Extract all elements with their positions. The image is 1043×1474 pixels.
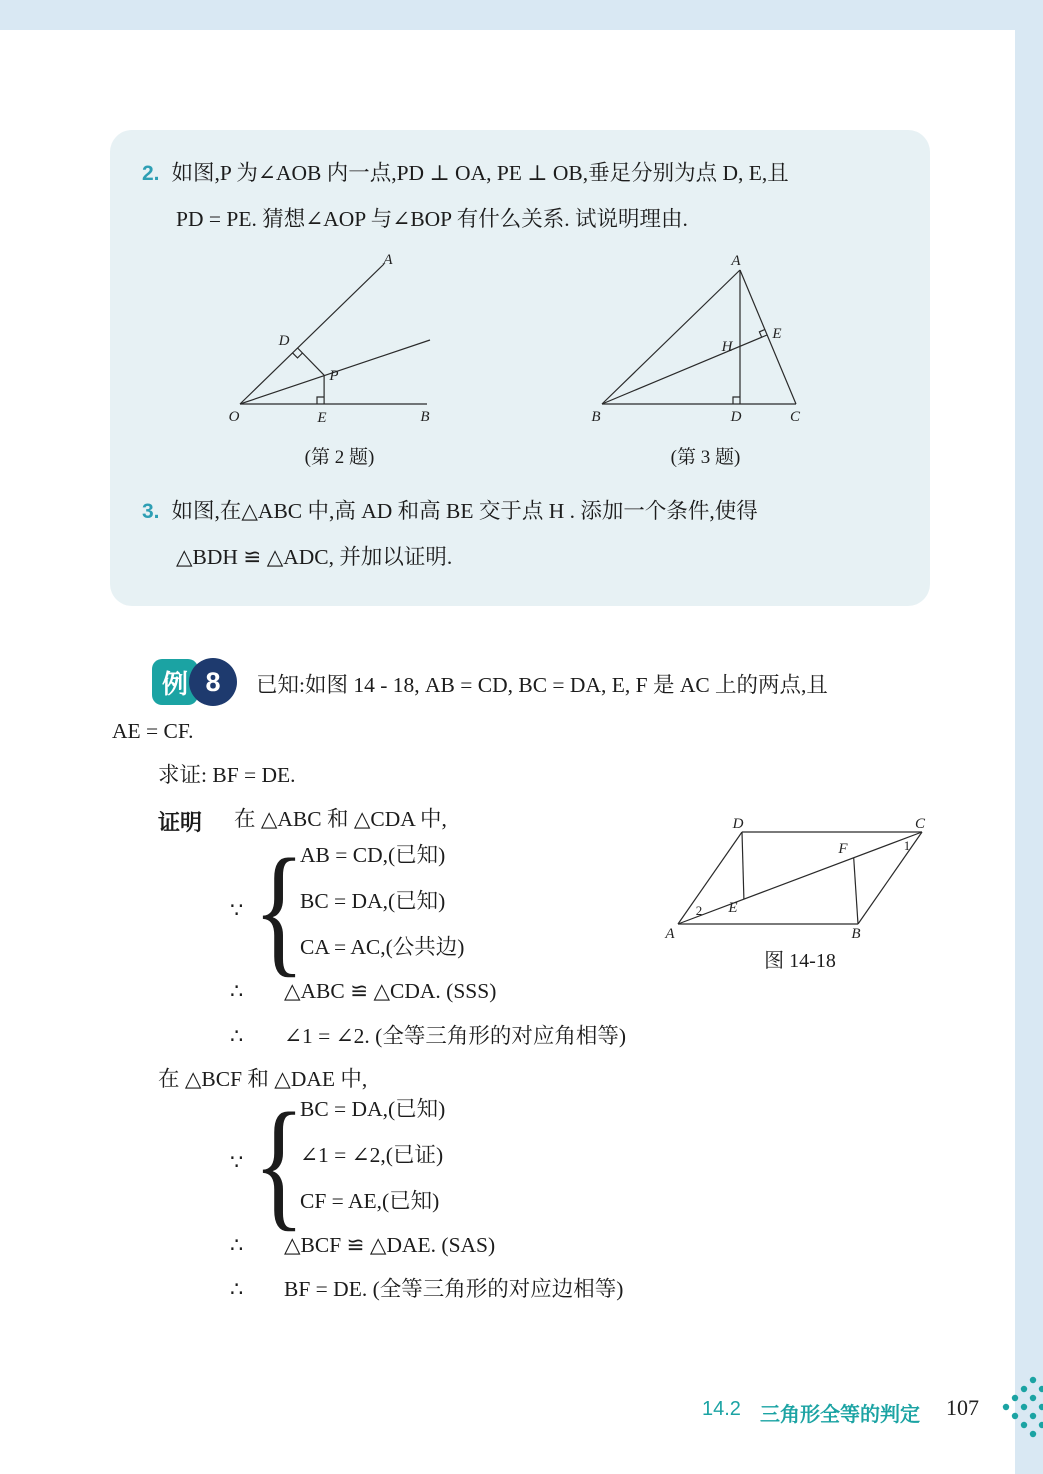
fig3-label-D: D <box>730 409 742 425</box>
figure-problem-2 <box>222 252 457 430</box>
example-badge-number: 8 <box>189 658 237 706</box>
page-top-strip <box>0 0 1043 30</box>
system-1-line-2: BC = DA,(已知) <box>300 889 446 913</box>
fig18-label-A: A <box>665 926 675 942</box>
figure-problem-3-lines <box>602 270 796 404</box>
proof-middle: 在 △BCF 和 △DAE 中, <box>158 1067 368 1091</box>
therefore-symbol-4: ∴ <box>230 1277 244 1301</box>
figure-14-18-lines <box>678 832 922 924</box>
exercise-2-row <box>142 160 789 188</box>
system-1-brace <box>253 830 305 991</box>
example-intro-line2: AE = CF. <box>112 719 194 743</box>
proof-intro: 在 △ABC 和 △CDA 中, <box>234 807 447 831</box>
system-1-line-3: CA = AC,(公共边) <box>300 935 465 959</box>
footer-dots-decoration <box>995 1375 1043 1439</box>
fig2-label-E: E <box>317 410 327 426</box>
exercise-2-line1: 如图,P 为∠AOB 内一点,PD ⊥ OA, PE ⊥ OB,垂足分别为点 D, E,且 <box>171 161 789 185</box>
page-right-strip <box>1015 0 1043 1474</box>
fig18-angle-1-label: 1 <box>903 838 911 853</box>
fig18-label-C: C <box>914 816 926 832</box>
therefore-symbol-1: ∴ <box>230 979 244 1003</box>
because-symbol-1: ∵ <box>230 898 244 922</box>
conclusion-2: ∠1 = ∠2. (全等三角形的对应角相等) <box>284 1024 626 1048</box>
fig2-label-B: B <box>420 409 430 425</box>
right-angle-mark-E <box>317 397 324 404</box>
figure-14-18 <box>662 816 938 946</box>
example-intro-line1: 已知:如图 14 - 18, AB = CD, BC = DA, E, F 是 AC 上的两点,且 <box>256 673 828 697</box>
fig3-label-C: C <box>789 409 801 425</box>
conclusion-3: △BCF ≌ △DAE. (SAS) <box>284 1233 496 1257</box>
fig18-label-B: B <box>851 926 861 942</box>
fig3-label-H: H <box>721 339 733 355</box>
brace-glyph-2: { <box>253 1084 305 1245</box>
brace-glyph-1: { <box>253 830 305 991</box>
right-angle-mark-D <box>293 353 303 358</box>
fig18-label-E: E <box>728 900 738 916</box>
system-2-line-2: ∠1 = ∠2,(已证) <box>300 1143 444 1167</box>
conclusion-1: △ABC ≌ △CDA. (SSS) <box>284 979 497 1003</box>
proof-label: 证明 <box>158 810 203 835</box>
footer-section-number: 14.2 <box>702 1398 741 1420</box>
figure-2-caption: (第 2 题) <box>304 447 375 468</box>
system-2-line-1: BC = DA,(已知) <box>300 1097 446 1121</box>
conclusion-4: BF = DE. (全等三角形的对应边相等) <box>284 1277 624 1301</box>
figure-problem-3 <box>588 252 823 430</box>
figure-14-18-caption: 图 14-18 <box>764 950 836 972</box>
footer-dots-group <box>1003 1377 1043 1437</box>
system-2-line-3: CF = AE,(已知) <box>300 1189 440 1213</box>
footer-page-number: 107 <box>946 1395 979 1420</box>
fig18-label-D: D <box>732 816 744 832</box>
exercise-3-row <box>142 498 758 526</box>
right-angle-mark-D <box>733 397 740 404</box>
exercise-box <box>110 130 930 606</box>
fig18-label-F: F <box>838 841 848 857</box>
exercise-2-line2: PD = PE. 猜想∠AOP 与∠BOP 有什么关系. 试说明理由. <box>176 207 688 231</box>
fig3-label-E: E <box>772 326 782 342</box>
exercise-2-number: 2. <box>142 162 160 185</box>
system-2-brace <box>253 1084 305 1245</box>
exercise-3-line2: △BDH ≌ △ADC, 并加以证明. <box>176 545 453 569</box>
fig2-label-D: D <box>278 333 290 349</box>
figure-3-caption: (第 3 题) <box>670 447 741 468</box>
exercise-3-line1: 如图,在△ABC 中,高 AD 和高 BE 交于点 H . 添加一个条件,使得 <box>171 499 758 523</box>
example-badge-label: 例 <box>152 659 198 705</box>
fig2-label-P: P <box>329 368 339 384</box>
footer-section-title: 三角形全等的判定 <box>760 1404 920 1426</box>
therefore-symbol-3: ∴ <box>230 1233 244 1257</box>
exercise-3-number: 3. <box>142 500 160 523</box>
because-symbol-2: ∵ <box>230 1150 244 1174</box>
system-1-line-1: AB = CD,(已知) <box>300 843 446 867</box>
example-claim: 求证: BF = DE. <box>158 763 296 787</box>
fig2-label-A: A <box>383 252 393 268</box>
therefore-symbol-2: ∴ <box>230 1024 244 1048</box>
fig3-label-B: B <box>591 409 601 425</box>
fig2-label-O: O <box>228 409 240 425</box>
fig18-angle-2-label: 2 <box>695 903 703 918</box>
fig3-label-A: A <box>731 253 741 269</box>
example-badge <box>152 658 237 706</box>
